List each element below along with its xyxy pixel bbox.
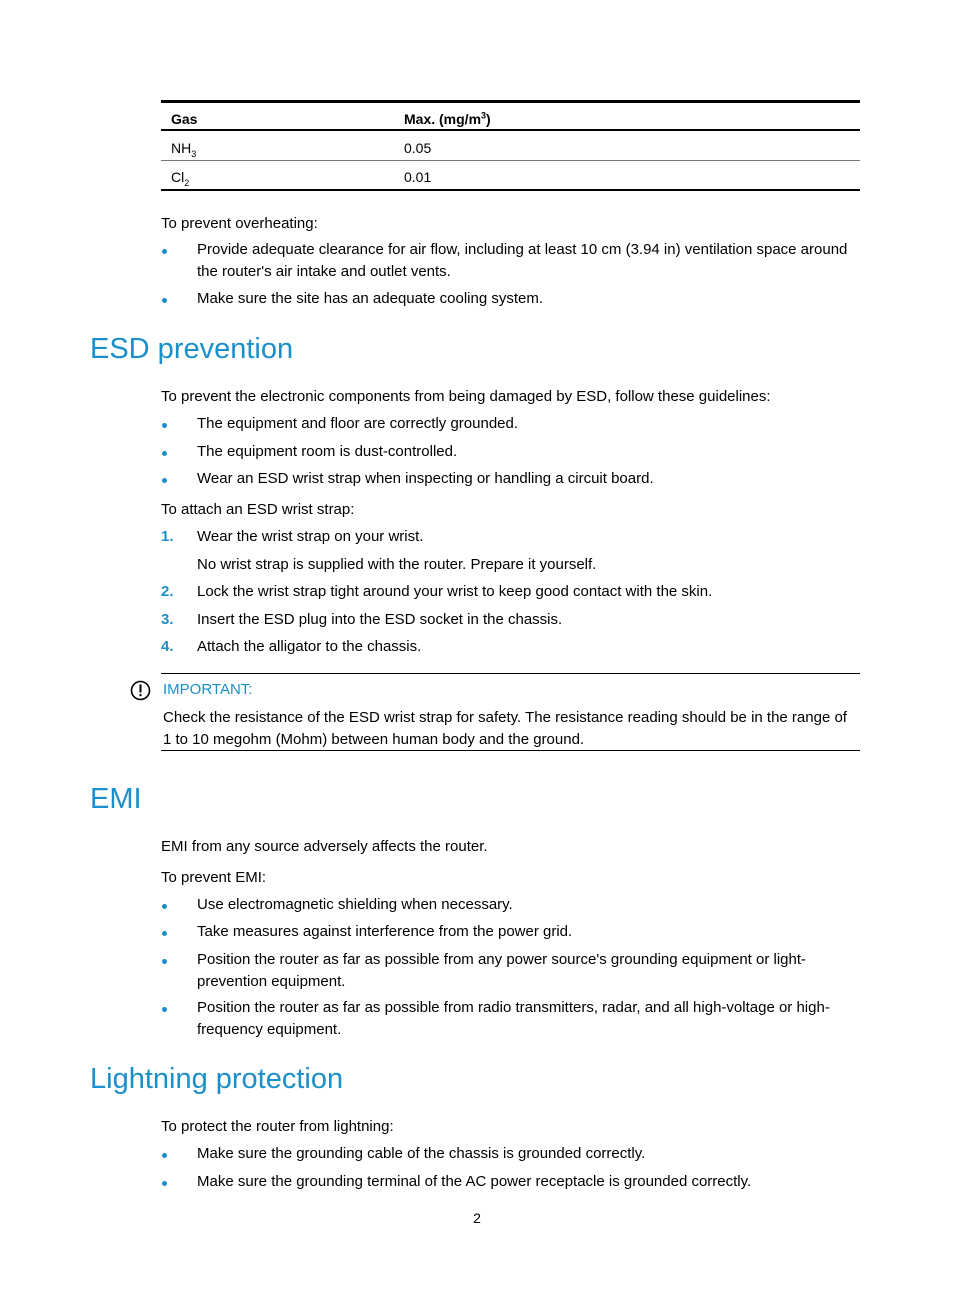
table-header-gas: Gas [171,111,198,127]
table-row-rule [161,160,860,161]
table-bottom-rule [161,189,860,191]
step-number: 4. [161,638,174,655]
emi-intro: EMI from any source adversely affects the router. [161,838,488,855]
list-item: Provide adequate clearance for air flow, including at least 10 cm (3.94 in) ventilation space around the router's air intake and outlet vents. [197,241,848,280]
lightning-intro: To protect the router from lightning: [161,1118,394,1135]
table-header-max: Max. $(mg/m^3)$ [404,110,491,127]
step-text: Attach the alligator to the chassis. [197,638,422,655]
list-item: Take measures against interference from the power grid. [197,923,573,940]
list-item: Make sure the grounding cable of the chassis is grounded correctly. [197,1145,646,1162]
step-note: No wrist strap is supplied with the router. Prepare it yourself. [197,556,597,573]
table-row-gas: $NH_3$ [171,140,197,159]
section-heading-emi: EMI [90,783,142,815]
note-top-rule [161,673,860,674]
bullet-dot-icon [162,451,167,456]
bullet-dot-icon [162,249,167,254]
table-top-rule [161,100,860,103]
bullet-dot-icon [162,904,167,909]
esd-steps-intro: To attach an ESD wrist strap: [161,501,355,518]
exclamation-icon [130,680,151,705]
important-text: Check the resistance of the ESD wrist strap for safety. The resistance reading should be in the range of 1 to 10 megohm (Mohm) between human body and the ground. [163,709,847,748]
bullet-dot-icon [162,423,167,428]
section-heading-lightning: Lightning protection [90,1063,344,1095]
table-header-rule [161,129,860,131]
esd-intro: To prevent the electronic components from being damaged by ESD, follow these guidelines: [161,388,771,405]
list-item: Wear an ESD wrist strap when inspecting or handling a circuit board. [197,470,654,487]
list-item: Make sure the grounding terminal of the AC power receptacle is grounded correctly. [197,1173,752,1190]
bullet-dot-icon [162,959,167,964]
step-text: Wear the wrist strap on your wrist. [197,528,424,545]
bullet-dot-icon [162,931,167,936]
note-bottom-rule [161,750,860,751]
emi-prevent-intro: To prevent EMI: [161,869,267,886]
important-label: IMPORTANT: [163,681,253,698]
step-number: 3. [161,611,174,628]
table-row-gas: $Cl_2$ [171,169,190,188]
step-text: Insert the ESD plug into the ESD socket in the chassis. [197,611,563,628]
list-item: Use electromagnetic shielding when necessary. [197,896,513,913]
bullet-dot-icon [162,1181,167,1186]
list-item: Position the router as far as possible from radio transmitters, radar, and all high-voltage or high-frequency equipment. [197,999,830,1038]
list-item: The equipment room is dust-controlled. [197,443,458,460]
bullet-dot-icon [162,478,167,483]
bullet-dot-icon [162,1153,167,1158]
section-heading-esd: ESD prevention [90,333,294,365]
step-text: Lock the wrist strap tight around your wrist to keep good contact with the skin. [197,583,713,600]
table-row-max: 0.01 [404,169,432,185]
overheating-intro: To prevent overheating: [161,215,318,232]
table-row-max: 0.05 [404,140,432,156]
bullet-dot-icon [162,1007,167,1012]
list-item: Position the router as far as possible from any power source's grounding equipment or light-prevention equipment. [197,951,807,990]
step-number: 2. [161,583,174,600]
page-number: 2 [473,1210,481,1226]
bullet-dot-icon [162,298,167,303]
list-item: The equipment and floor are correctly grounded. [197,415,519,432]
step-number: 1. [161,528,174,545]
list-item: Make sure the site has an adequate cooling system. [197,290,544,307]
